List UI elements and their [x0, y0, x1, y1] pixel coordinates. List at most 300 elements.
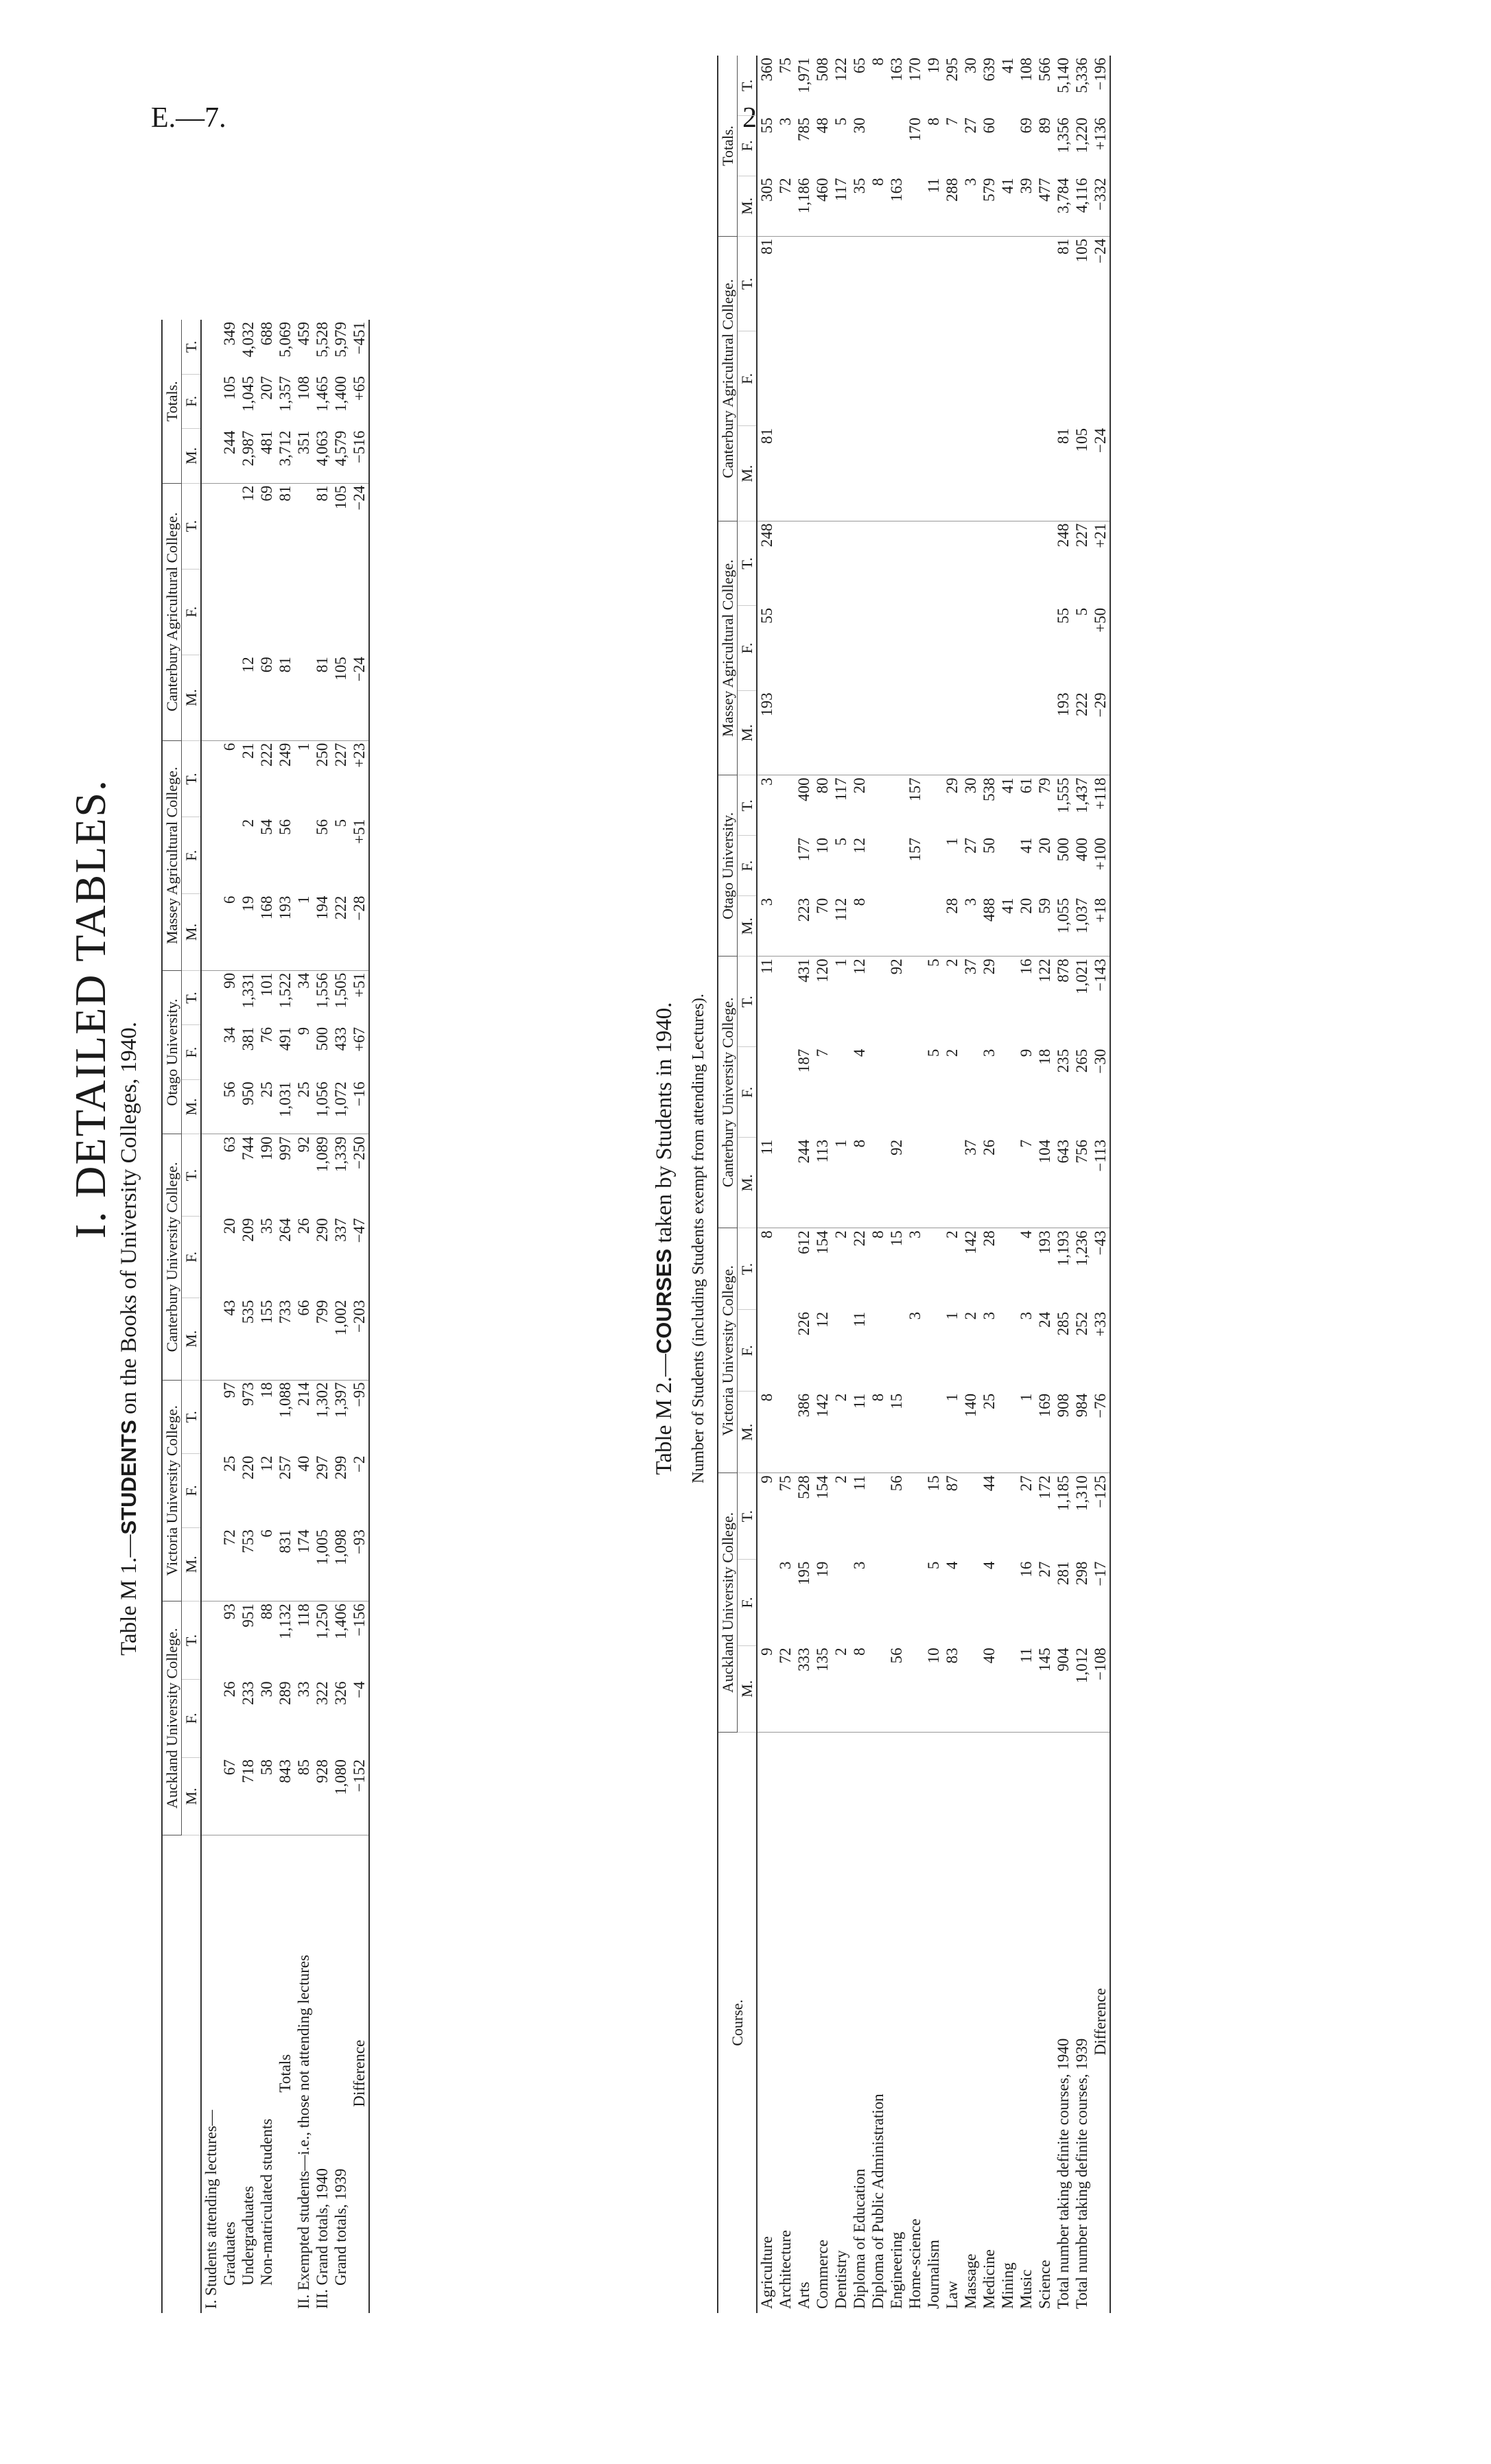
table2-row-label-text: Agriculture [758, 2236, 775, 2309]
table1-cell [201, 655, 220, 740]
table2-cell: 878 [1055, 959, 1072, 983]
table1-cell [201, 569, 220, 655]
table2-cell [924, 606, 943, 691]
table1-cell: 56 [314, 819, 331, 835]
table1-title-label: Table M 1.— [117, 1534, 141, 1656]
table1-cell: 250 [314, 742, 331, 767]
table2-cell [887, 836, 906, 896]
table2-cell [795, 690, 813, 775]
table2-cell: 28 [981, 1230, 998, 1247]
table1-cell: 72 [220, 1527, 239, 1601]
table1-row [220, 320, 239, 2313]
table2-cell: +100 [1092, 837, 1109, 871]
table2-cell: 386 [795, 1392, 813, 1473]
table2-cell [924, 896, 943, 957]
table2-cell: 117 [832, 777, 849, 801]
table2-row-label-text: Dentistry [832, 2250, 849, 2309]
table2-cell: 157 [906, 837, 924, 862]
table2-cell: 8 [757, 1392, 776, 1473]
table1-cell [201, 320, 220, 374]
table1-cell: 1,031 [276, 1079, 294, 1134]
table1-cell: 19 [239, 894, 257, 971]
table1-cell: 289 [277, 1681, 294, 1705]
table2-cell: −76 [1091, 1392, 1110, 1473]
table1-cell: 26 [221, 1681, 238, 1698]
table2-cell [961, 426, 980, 521]
table2-cell [869, 775, 887, 836]
table1-cell [276, 569, 294, 655]
table1-cell: 1,465 [314, 376, 331, 412]
table2-cell: 9 [1018, 1048, 1035, 1057]
table1-college-header: Auckland University College. [162, 1601, 182, 1835]
table1-cell: 3,712 [276, 429, 294, 484]
table2-cell [776, 606, 795, 691]
table2-cell: 154 [814, 1475, 831, 1499]
table2-row-label [757, 1732, 776, 2313]
table2-cell: 460 [813, 176, 832, 236]
table2-cell [906, 1473, 924, 1560]
table2-sex-header: M. [738, 896, 758, 957]
table1-sex-header: T. [182, 1134, 202, 1216]
table1-cell: 81 [313, 655, 331, 740]
table2-cell [887, 1310, 906, 1392]
table1-cell: 299 [332, 1455, 349, 1480]
table2-cell: 154 [814, 1230, 831, 1254]
table1-cell: 25 [221, 1455, 238, 1472]
table2-cell: 142 [962, 1230, 979, 1254]
table1-cell: 5,069 [277, 322, 294, 357]
table2-cell: 8 [869, 58, 887, 66]
table2-cell [906, 957, 924, 1047]
table2-cell [980, 606, 998, 691]
table1-cell: 9 [295, 1026, 312, 1035]
table2-row-label [887, 1732, 906, 2313]
table2-cell: +21 [1092, 523, 1109, 548]
table2-row [1035, 56, 1054, 2313]
table2-cell: 169 [1035, 1392, 1054, 1473]
table1-sex-header: M. [182, 1527, 202, 1601]
table2-cell [869, 1310, 887, 1392]
table2-cell: 5 [925, 959, 942, 967]
table1-cell: 1,072 [331, 1079, 350, 1134]
table1-cell: 1,089 [314, 1136, 331, 1173]
table2-cell: 1 [1017, 1392, 1035, 1473]
table1-cell: 337 [332, 1218, 349, 1242]
table2-cell: 281 [1055, 1561, 1072, 1586]
table2-cell: 400 [795, 777, 812, 801]
table1-row-label [294, 1835, 313, 2313]
table2-cell: 8 [850, 896, 869, 957]
table2-cell: 508 [814, 58, 831, 82]
table2-cell: 3 [906, 1230, 924, 1239]
table2-cell: 4 [981, 1561, 998, 1570]
table1-cell: 220 [239, 1455, 257, 1480]
table1-sex-header: M. [182, 1757, 202, 1835]
table1-cell: 105 [221, 376, 238, 400]
table2-cell: 89 [1036, 117, 1053, 134]
table1-cell: −451 [351, 322, 368, 355]
table2-cell: 1,012 [1072, 1645, 1091, 1732]
table1-cell: 108 [295, 376, 312, 400]
table2-cell [906, 606, 924, 691]
table1-row [276, 320, 294, 2313]
table2-cell: 81 [1054, 426, 1072, 521]
table2-cell: 20 [851, 777, 868, 794]
table2-cell: 72 [776, 176, 795, 236]
table1-cell: +23 [351, 742, 368, 768]
table1-row-label-text: III. Grand totals, 1940 [314, 2168, 331, 2309]
table2-cell [832, 1560, 850, 1646]
table2-cell: 55 [1055, 607, 1072, 624]
table2-cell: 1 [943, 1311, 961, 1320]
table2-row [1091, 56, 1110, 2313]
table2-cell: −30 [1092, 1048, 1109, 1074]
table2-cell: −125 [1092, 1475, 1109, 1508]
table2-cell: 9 [757, 1645, 776, 1732]
table2-cell: 5,336 [1073, 58, 1090, 93]
table1-cell: 6 [257, 1527, 276, 1601]
table2-cell [998, 236, 1017, 331]
table2-cell: 163 [887, 176, 906, 236]
table2-cell [1072, 331, 1091, 426]
table1-row-label-text: Non-matriculated students [258, 2118, 275, 2286]
table1-cell: 40 [295, 1455, 312, 1472]
table1-college-header: Otago University. [162, 970, 182, 1134]
table2-cell [961, 521, 980, 606]
table2-cell [943, 331, 961, 426]
table2-cell: 244 [795, 1138, 813, 1228]
table2-cell: 19 [925, 58, 942, 73]
table1-cell: 4,063 [313, 429, 331, 484]
table1-cell: 381 [239, 1026, 257, 1051]
table2-row [813, 56, 832, 2313]
table2-cell [924, 836, 943, 896]
table2-cell: 20 [1036, 837, 1053, 854]
table2-cell [980, 236, 998, 331]
table2-cell: −108 [1091, 1645, 1110, 1732]
table1-cell: 433 [332, 1026, 349, 1051]
table1-cell: −95 [351, 1382, 368, 1407]
table1-cell: 43 [220, 1298, 239, 1380]
table2-cell [961, 690, 980, 775]
table2-cell: −43 [1092, 1230, 1109, 1256]
table2-cell: 75 [777, 1475, 794, 1492]
table2-title-rest: taken by Students in 1940. [652, 1002, 677, 1249]
table2-cell [998, 331, 1017, 426]
table1-cell: 25 [294, 1079, 313, 1134]
table2-cell [924, 521, 943, 606]
table1-cell [201, 1216, 220, 1298]
table2-cell: 20 [1017, 896, 1035, 957]
table2-cell: 1 [943, 1392, 961, 1473]
table2-row-label-text: Commerce [814, 2240, 831, 2309]
table2-cell: 235 [1055, 1048, 1072, 1073]
table1-cell: 54 [258, 819, 275, 835]
table2-cell: 248 [1055, 523, 1072, 548]
table2-cell: −113 [1091, 1138, 1110, 1228]
table1-cell: −250 [351, 1136, 368, 1169]
table1-sex-header: M. [182, 1298, 202, 1380]
table2-cell: 8 [869, 1230, 887, 1239]
table2-cell: 80 [814, 777, 831, 794]
table2-cell [776, 1047, 795, 1138]
table1-college-header: Victoria University College. [162, 1380, 182, 1601]
table1-cell: 951 [239, 1604, 257, 1628]
table1-cell: 322 [314, 1681, 331, 1705]
table2-cell [887, 236, 906, 331]
table1-cell [294, 569, 313, 655]
table1-cell: 1,406 [332, 1604, 349, 1639]
table2-cell: 1,021 [1073, 959, 1090, 994]
table2-cell: 477 [1035, 176, 1054, 236]
table1-cell: 290 [314, 1218, 331, 1242]
table1-cell: 66 [294, 1298, 313, 1380]
table2-row-label-text: Diploma of Public Administration [869, 2093, 887, 2309]
table2-cell: 2 [832, 1392, 850, 1473]
table2-row-label [813, 1732, 832, 2313]
table2-cell: 639 [981, 58, 998, 82]
table2-cell: 3 [961, 176, 980, 236]
table2-cell [961, 1047, 980, 1138]
table2-cell: 11 [850, 1392, 869, 1473]
table1-cell: 249 [277, 742, 294, 767]
table2-cell: 1,186 [795, 176, 813, 236]
table1-cell: 4,032 [239, 322, 257, 357]
table2-cell: 2 [943, 1048, 961, 1057]
table2-sex-header: F. [738, 1310, 758, 1392]
table2-cell: 223 [795, 896, 813, 957]
table1-cell [294, 655, 313, 740]
table2-cell: 4,116 [1072, 176, 1091, 236]
table1-cell: 1,397 [332, 1382, 349, 1418]
table1-row-label-text: Totals [277, 2054, 294, 2093]
table1-sex-header: M. [182, 655, 202, 740]
table1-cell: 997 [277, 1136, 294, 1160]
table2-cell: 193 [757, 690, 776, 775]
table2-cell: 4 [851, 1048, 868, 1057]
table2-cell: 120 [814, 959, 831, 983]
table2-cell: 10 [814, 837, 831, 854]
table1-sex-header: F. [182, 569, 202, 655]
table2-cell [906, 1047, 924, 1138]
table1-college-header: Massey Agricultural College. [162, 740, 182, 970]
table1-row [350, 320, 369, 2313]
table2-cell [998, 1310, 1017, 1392]
table2-cell: 5,140 [1055, 58, 1072, 93]
table1-cell [220, 817, 239, 894]
table2-cell [850, 236, 869, 331]
table2-cell: +118 [1092, 777, 1109, 810]
table2-cell [924, 1228, 943, 1310]
table2-cell: 1,971 [795, 58, 812, 93]
table1-cell: 69 [258, 485, 275, 502]
table2-cell: 11 [851, 1475, 868, 1491]
table2-cell [943, 690, 961, 775]
table2-cell [869, 836, 887, 896]
table2-cell: 3 [851, 1561, 868, 1570]
table2-cell: 108 [1018, 58, 1035, 82]
table2-college-header: Otago University. [718, 775, 738, 957]
table1-sex-header: T. [182, 1601, 202, 1680]
table1-cell: 33 [295, 1681, 312, 1698]
table1-row [313, 320, 331, 2313]
table1-cell: 34 [295, 972, 312, 989]
table2-cell: 15 [925, 1475, 942, 1492]
table1-cell [201, 817, 220, 894]
table2-cell [998, 1047, 1017, 1138]
table2-sex-header: M. [738, 1138, 758, 1228]
table2-cell: 172 [1036, 1475, 1053, 1499]
table2-cell: 3 [1018, 1311, 1035, 1320]
table2-cell: 1,193 [1055, 1230, 1072, 1267]
table2-cell [757, 836, 776, 896]
table2-row [906, 56, 924, 2313]
table1-cell: 753 [239, 1527, 257, 1601]
table2-cell [813, 426, 832, 521]
table2-cell: 105 [1073, 238, 1090, 263]
table2-cell: 35 [850, 176, 869, 236]
table1-cell [201, 1025, 220, 1080]
table2-cell: 56 [888, 1475, 905, 1492]
table2-cell: 70 [813, 896, 832, 957]
table2-cell [961, 1645, 980, 1732]
table2-cell: 18 [1036, 1048, 1053, 1065]
table2-cell: 288 [943, 176, 961, 236]
table2-cell: 1,356 [1055, 117, 1072, 154]
table2-row-label [1017, 1732, 1035, 2313]
table2-cell [961, 1560, 980, 1646]
table2-cell [998, 1392, 1017, 1473]
table1-cell: 1,132 [277, 1604, 294, 1639]
table2-row-label-text: Architecture [777, 2230, 794, 2309]
table1-cell: 1,098 [331, 1527, 350, 1601]
table1-cell: 1 [294, 894, 313, 971]
table1-cell: 214 [295, 1382, 312, 1407]
table1-cell [201, 894, 220, 971]
table2-row [832, 56, 850, 2313]
table1-cell: 257 [277, 1455, 294, 1480]
table2-cell: 27 [962, 837, 979, 854]
table2-row-label [832, 1732, 850, 2313]
table1-cell: 12 [239, 655, 257, 740]
table2-cell: 55 [758, 117, 775, 134]
table2-sex-header: F. [738, 1560, 758, 1646]
table2-row-label-text: Massage [962, 2253, 979, 2309]
table2-cell: 222 [1072, 690, 1091, 775]
table2-cell: 135 [813, 1645, 832, 1732]
table1-cell: 105 [331, 655, 350, 740]
table2-cell: 8 [850, 1138, 869, 1228]
table2-cell: 69 [1018, 117, 1035, 134]
table2-cell [869, 115, 887, 176]
table1-cell: 1 [295, 742, 312, 751]
table1-row-label [313, 1835, 331, 2313]
table1-cell [201, 740, 220, 817]
table2-cell: 56 [887, 1645, 906, 1732]
table2-row-label [998, 1732, 1017, 2313]
table1-cell: 194 [313, 894, 331, 971]
table2-cell: 157 [906, 777, 924, 801]
table2-cell: 5 [925, 1048, 942, 1057]
table2-row [795, 56, 813, 2313]
table1-cell: 1,556 [314, 972, 331, 1009]
table2-row-label [1091, 1732, 1110, 2313]
table1-row [201, 320, 220, 2313]
table2-cell: 908 [1054, 1392, 1072, 1473]
table2-cell: 566 [1036, 58, 1053, 82]
table1-cell: 1,056 [313, 1079, 331, 1134]
table1-cell: 297 [314, 1455, 331, 1480]
table2-college-header: Massey Agricultural College. [718, 521, 738, 775]
table2-cell [795, 331, 813, 426]
table1-cell: 733 [276, 1298, 294, 1380]
table2-cell: 756 [1072, 1138, 1091, 1228]
table2-cell [998, 1473, 1017, 1560]
table2-cell [887, 521, 906, 606]
table2-cell: 81 [757, 426, 776, 521]
table1-cell: 1,088 [277, 1382, 294, 1418]
table2-cell [998, 1560, 1017, 1646]
table2-cell [869, 1138, 887, 1228]
table2-cell [998, 426, 1017, 521]
table2-row-label [1072, 1732, 1091, 2313]
table2-cell [757, 331, 776, 426]
table1-cell: 1,250 [314, 1604, 331, 1639]
table2-cell: 28 [943, 896, 961, 957]
table1-sex-header: F. [182, 1216, 202, 1298]
table1-cell: 500 [314, 1026, 331, 1051]
table2-row-label-text: Difference [1092, 1988, 1109, 2056]
table1-cell [239, 569, 257, 655]
table2-course-header: Course. [729, 1999, 746, 2046]
table2-cell: 50 [981, 837, 998, 854]
table1-sex-header: F. [182, 817, 202, 894]
table1-row-label [201, 1835, 220, 2313]
table1-cell: 20 [221, 1218, 238, 1234]
table2-cell [1035, 236, 1054, 331]
table2-cell [813, 236, 832, 331]
table1-cell: −516 [350, 429, 369, 484]
table1-cell [201, 1454, 220, 1528]
table2-sex-header: M. [738, 176, 758, 236]
table1-cell: 101 [258, 972, 275, 997]
table1-cell: 481 [257, 429, 276, 484]
table2-cell: 252 [1073, 1311, 1090, 1336]
table2-cell [998, 115, 1017, 176]
table2-cell [832, 690, 850, 775]
table2-cell: 3 [757, 896, 776, 957]
table2-cell [998, 957, 1017, 1047]
table2-row-label [961, 1732, 980, 2313]
table2-cell [776, 331, 795, 426]
table2-cell: 61 [1018, 777, 1035, 794]
table2-cell [961, 236, 980, 331]
table2-cell: −17 [1092, 1561, 1109, 1586]
table1-cell [201, 1298, 220, 1380]
table2-cell [887, 115, 906, 176]
table2-cell [869, 521, 887, 606]
table2-cell: 3 [981, 1048, 998, 1057]
table2-cell [1035, 690, 1054, 775]
table2-cell: 3,784 [1054, 176, 1072, 236]
table2-cell [776, 1392, 795, 1473]
table2-cell [757, 1560, 776, 1646]
table2-cell [832, 606, 850, 691]
table1-cell: −2 [351, 1455, 368, 1473]
table1-row-label-text: Undergraduates [239, 2185, 257, 2286]
table2-cell: 2 [962, 1311, 979, 1320]
table1-cell: 1,522 [277, 972, 294, 1009]
